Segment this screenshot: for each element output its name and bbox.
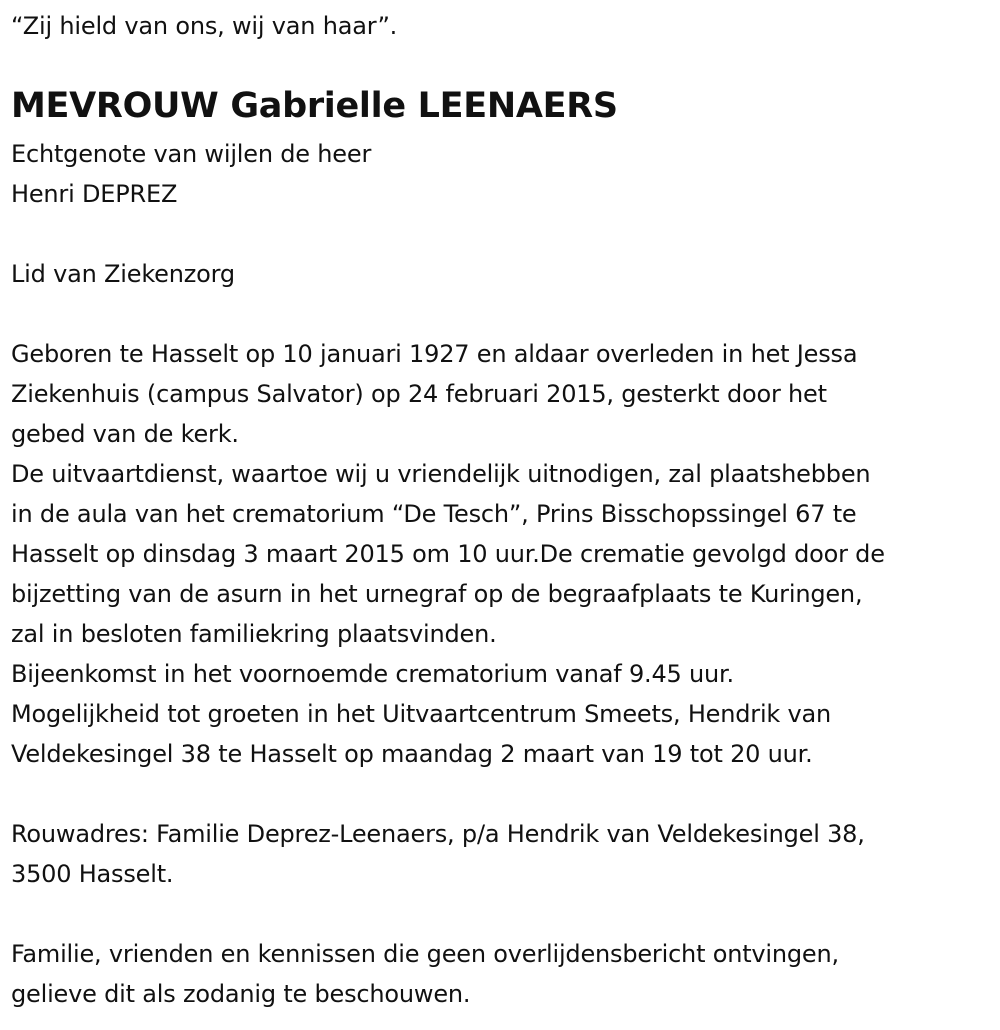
main-text-line: Bijeenkomst in het voornoemde crematorium vanaf 9.45 uur.: [11, 660, 734, 688]
main-text-line: in de aula van het crematorium “De Tesch”, Prins Bisschopssingel 67 te: [11, 500, 857, 528]
main-text-line: bijzetting van de asurn in het urnegraf op de begraafplaats te Kuringen,: [11, 580, 863, 608]
notice-line: Familie, vrienden en kennissen die geen overlijdensbericht ontvingen,: [11, 940, 839, 968]
main-text-line: Mogelijkheid tot groeten in het Uitvaartcentrum Smeets, Hendrik van: [11, 700, 832, 728]
membership-line: Lid van Ziekenzorg: [11, 260, 235, 288]
spouse-section: [11, 134, 371, 214]
main-text-line: gebed van de kerk.: [11, 420, 239, 448]
main-text-section: [11, 334, 885, 774]
main-text-line: Geboren te Hasselt op 10 januari 1927 en aldaar overleden in het Jessa: [11, 340, 858, 368]
address-section: [11, 814, 865, 894]
deceased-name: MEVROUW Gabrielle LEENAERS: [11, 86, 618, 126]
main-text-line: De uitvaartdienst, waartoe wij u vriendelijk uitnodigen, zal plaatshebben: [11, 460, 871, 488]
main-text-line: Ziekenhuis (campus Salvator) op 24 februari 2015, gesterkt door het: [11, 380, 827, 408]
notice-line: gelieve dit als zodanig te beschouwen.: [11, 980, 471, 1008]
spouse-line: Henri DEPREZ: [11, 180, 178, 208]
address-line: Rouwadres: Familie Deprez-Leenaers, p/a Hendrik van Veldekesingel 38,: [11, 820, 865, 848]
spouse-line: Echtgenote van wijlen de heer: [11, 140, 372, 168]
main-text-line: zal in besloten familiekring plaatsvinden.: [11, 620, 497, 648]
notice-section: [11, 934, 839, 1014]
main-text-line: Veldekesingel 38 te Hasselt op maandag 2 maart van 19 tot 20 uur.: [11, 740, 813, 768]
opening-quote: “Zij hield van ons, wij van haar”.: [11, 12, 398, 40]
address-line: 3500 Hasselt.: [11, 860, 174, 888]
main-text-line: Hasselt op dinsdag 3 maart 2015 om 10 uur.De crematie gevolgd door de: [11, 540, 885, 568]
membership-section: [11, 254, 235, 294]
